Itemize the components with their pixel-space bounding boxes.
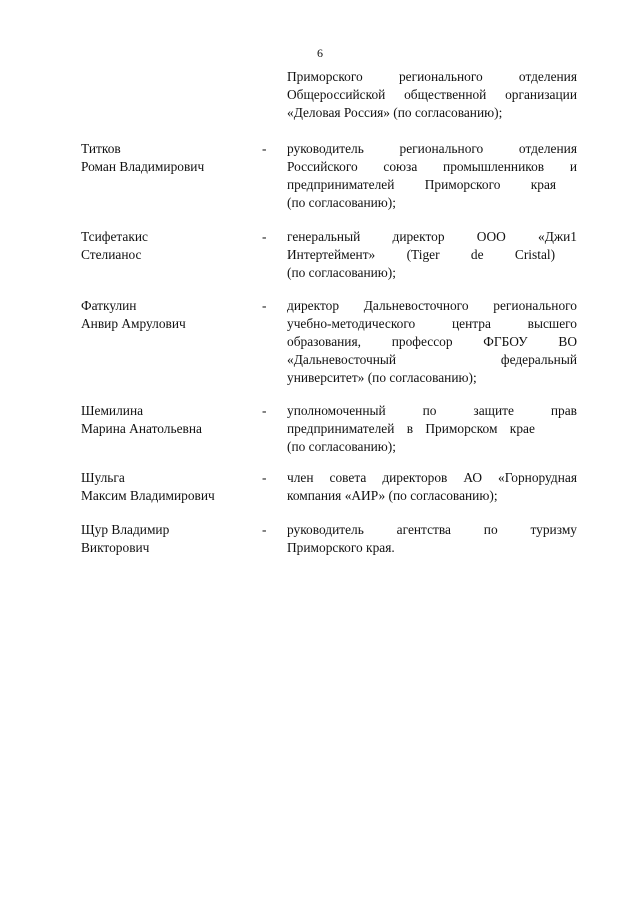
name-line: Роман Владимирович	[81, 159, 205, 174]
member-description	[287, 402, 577, 456]
member-description	[287, 521, 577, 557]
name-line: Фаткулин	[81, 298, 137, 313]
description-line: Приморского регионального отделения	[287, 69, 577, 84]
description-line: учебно-методического центра высшего	[287, 316, 577, 331]
description-line: «Деловая Россия» (по согласованию);	[287, 105, 503, 120]
description-line: (по согласованию);	[287, 439, 396, 454]
name-line: Шемилина	[81, 403, 144, 418]
name-line: Максим Владимирович	[81, 488, 215, 503]
description-line: Интертеймент» (Tiger de Cristal)	[287, 247, 556, 262]
separator-dash: -	[262, 298, 267, 313]
description-line: член совета директоров АО «Горнорудная	[287, 470, 577, 485]
name-line: Марина Анатольевна	[81, 421, 202, 436]
description-line: уполномоченный по защите прав	[287, 403, 577, 418]
description-line: (по согласованию);	[287, 265, 396, 280]
member-name	[81, 228, 251, 264]
page-number: 6	[317, 46, 323, 60]
member-description	[287, 228, 577, 282]
name-line: Шульга	[81, 470, 125, 485]
name-line: Стелианос	[81, 247, 142, 262]
description-line: предпринимателей Приморского края	[287, 177, 557, 192]
description-line: Приморского края.	[287, 540, 395, 555]
member-description	[287, 140, 577, 212]
separator-dash: -	[262, 141, 267, 156]
description-line: образования, профессор ФГБОУ ВО	[287, 334, 577, 349]
description-line: руководитель регионального отделения	[287, 141, 577, 156]
separator-dash: -	[262, 522, 267, 537]
member-name	[81, 297, 251, 333]
description-line: (по согласованию);	[287, 195, 396, 210]
description-line: Российского союза промышленников и	[287, 159, 577, 174]
description-line: университет» (по согласованию);	[287, 370, 477, 385]
member-name	[81, 469, 251, 505]
name-line: Викторович	[81, 540, 150, 555]
separator-dash: -	[262, 229, 267, 244]
name-line: Щур Владимир	[81, 522, 170, 537]
description-line: предпринимателей в Приморском крае	[287, 421, 535, 436]
member-name	[81, 402, 251, 438]
separator-dash: -	[262, 470, 267, 485]
member-description	[287, 297, 577, 387]
continuation-description	[287, 68, 577, 122]
description-line: компания «АИР» (по согласованию);	[287, 488, 498, 503]
description-line: Общероссийской общественной организации	[287, 87, 577, 102]
name-line: Титков	[81, 141, 121, 156]
member-description	[287, 469, 577, 505]
member-name	[81, 521, 251, 557]
member-name	[81, 140, 251, 176]
description-line: руководитель агентства по туризму	[287, 522, 577, 537]
description-line: директор Дальневосточного регионального	[287, 298, 577, 313]
name-line: Анвир Амрулович	[81, 316, 186, 331]
separator-dash: -	[262, 403, 267, 418]
name-line: Тсифетакис	[81, 229, 148, 244]
description-line: генеральный директор ООО «Джи1	[287, 229, 577, 244]
description-line: «Дальневосточный федеральный	[287, 352, 577, 367]
